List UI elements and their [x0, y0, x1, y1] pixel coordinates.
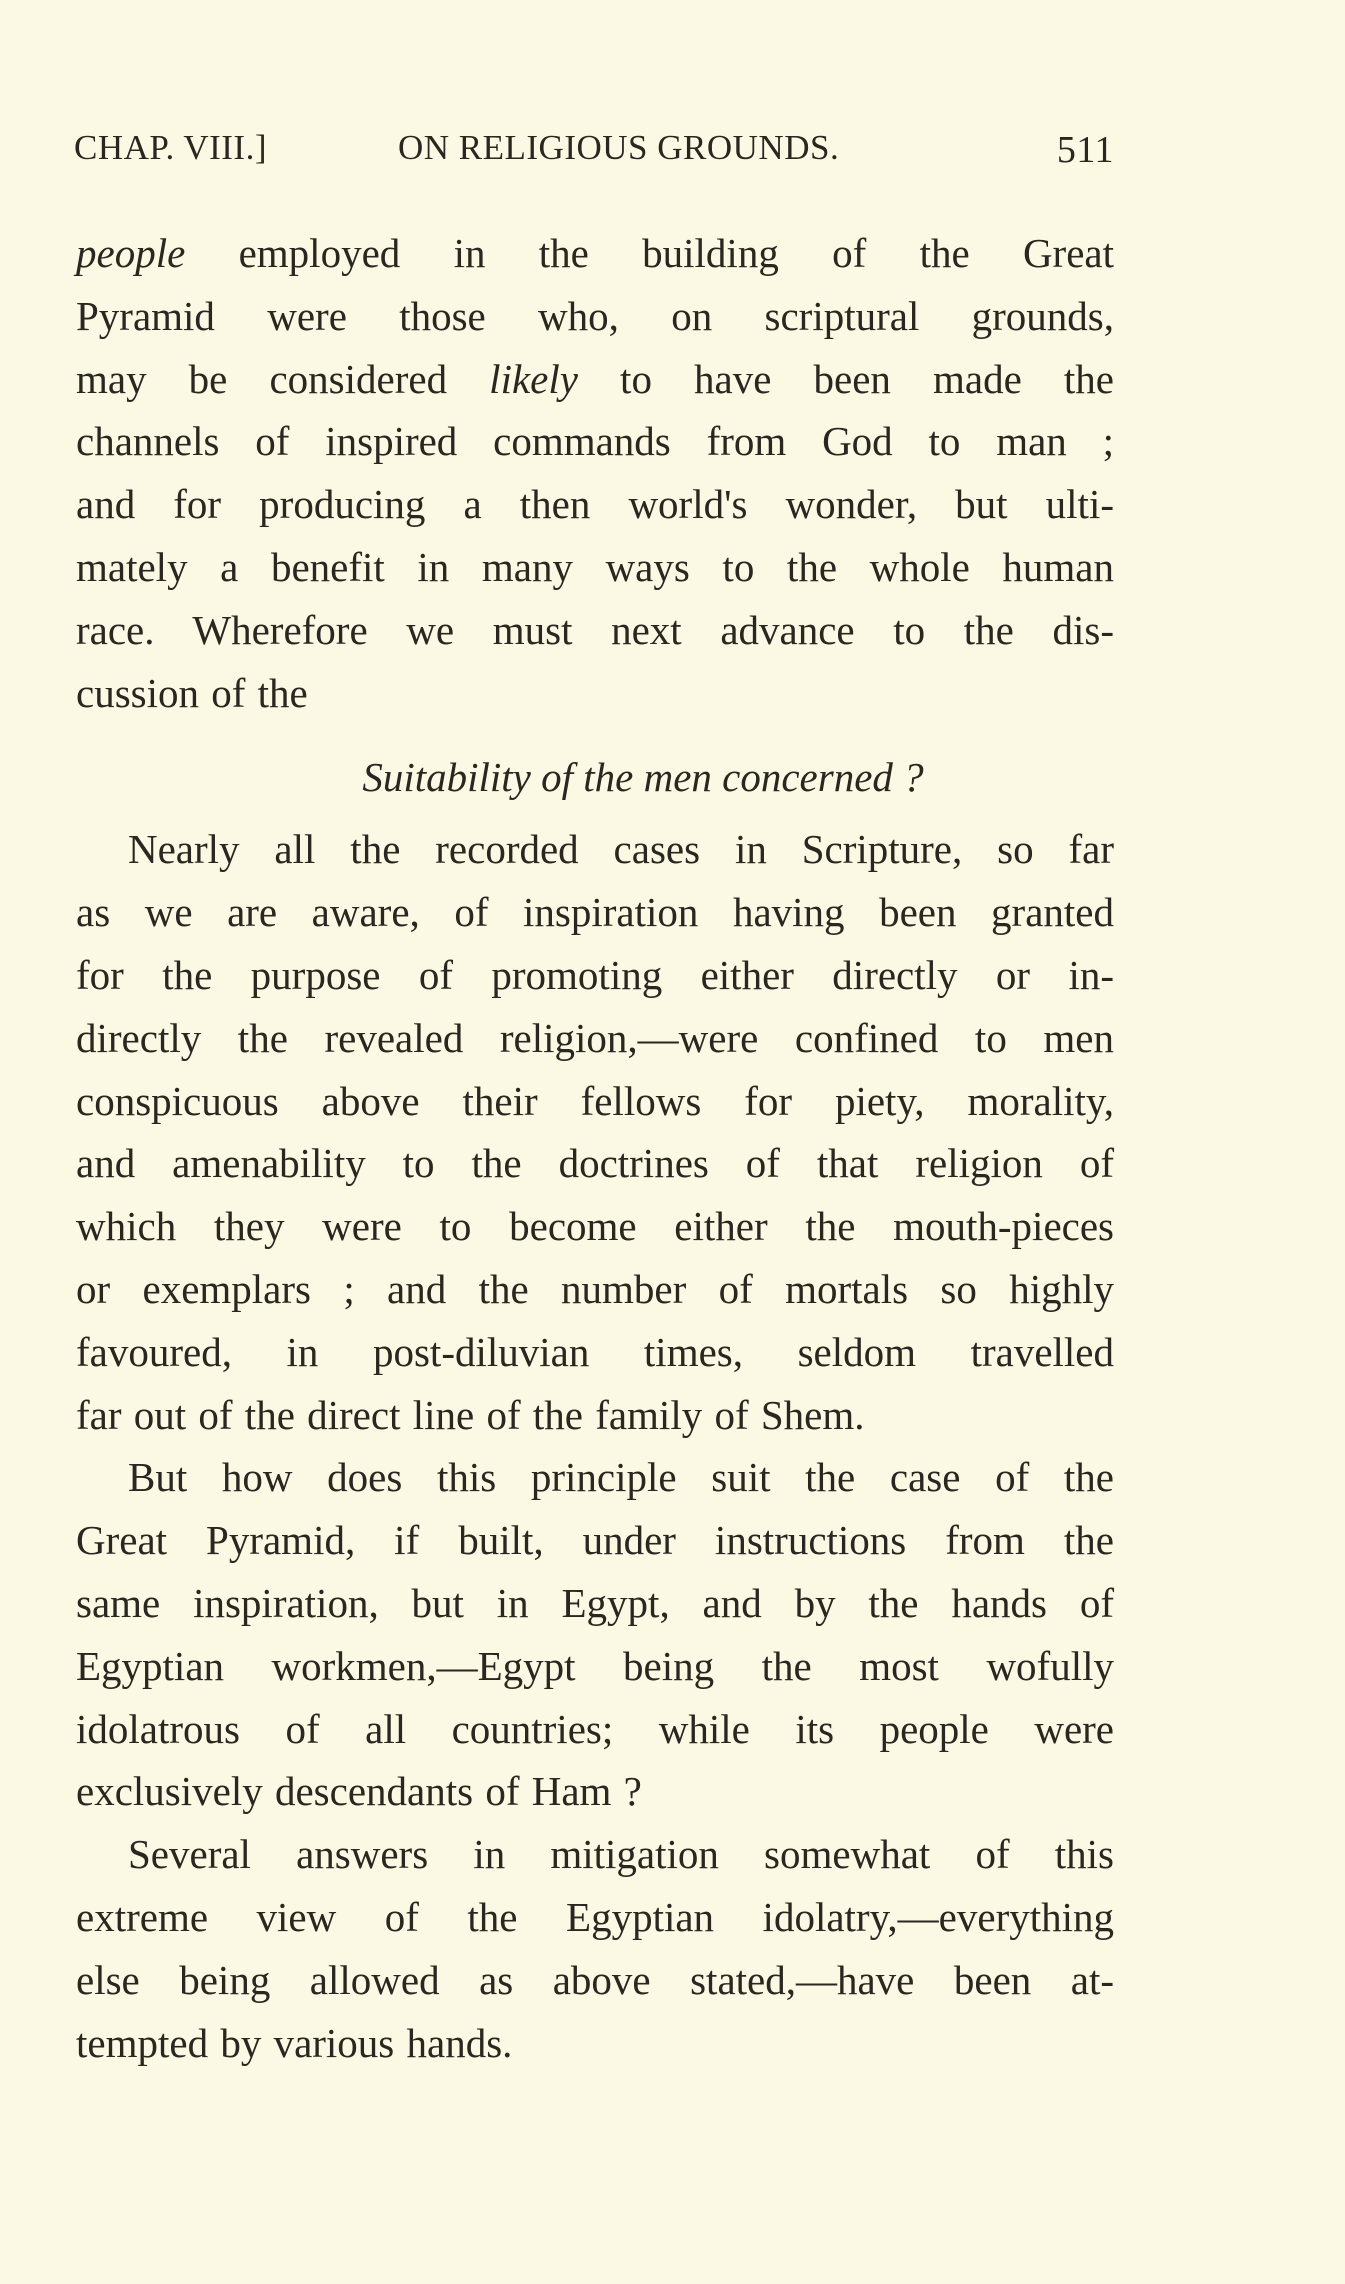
page-number: 511: [1056, 129, 1114, 171]
section-heading: Suitability of the men concerned ?: [362, 754, 924, 801]
text-line: directly the revealed religion,—were confined to men: [76, 1014, 1114, 1061]
running-title: ON RELIGIOUS GROUNDS.: [398, 128, 840, 167]
text-line: which they were to become either the mouth-pieces: [76, 1203, 1114, 1250]
text-line: same inspiration, but in Egypt, and by the hands of: [76, 1579, 1114, 1626]
text-line: else being allowed as above stated,—have been at-: [76, 1956, 1114, 2003]
text-line: exclusively descendants of Ham ?: [76, 1768, 642, 1815]
text-line: Pyramid were those who, on scriptural grounds,: [76, 292, 1114, 339]
text-line: Nearly all the recorded cases in Scripture, so far: [128, 826, 1114, 873]
text-line: and amenability to the doctrines of that religion of: [76, 1140, 1114, 1187]
text-line: mately a benefit in many ways to the whole human: [76, 543, 1114, 590]
text-line: favoured, in post-diluvian times, seldom travelled: [76, 1328, 1114, 1375]
text-line: for the purpose of promoting either directly or in-: [76, 951, 1114, 998]
text-line: cussion of the: [76, 669, 308, 716]
italic-word: likely: [489, 355, 578, 402]
text-line: But how does this principle suit the case of the: [128, 1454, 1114, 1501]
text-line: conspicuous above their fellows for piety, morality,: [76, 1077, 1114, 1124]
text-line: Egyptian workmen,—Egypt being the most wofully: [76, 1642, 1114, 1689]
text-line: or exemplars ; and the number of mortals so highly: [76, 1265, 1114, 1312]
text-line: tempted by various hands.: [76, 2019, 513, 2066]
text-line: and for producing a then world's wonder, but ulti-: [76, 481, 1114, 528]
text-line: race. Wherefore we must next advance to the dis-: [76, 606, 1114, 653]
text-line: people employed in the building of the Great: [76, 230, 1114, 276]
text-line: idolatrous of all countries; while its people were: [76, 1705, 1114, 1752]
chapter-label: CHAP. VIII.]: [74, 128, 267, 167]
text-line: channels of inspired commands from God to man ;: [76, 418, 1114, 465]
text-line: extreme view of the Egyptian idolatry,—everything: [76, 1893, 1114, 1940]
italic-word: people: [76, 230, 186, 276]
body-text: [76, 222, 1114, 2074]
running-head: [74, 128, 1114, 178]
text-line: as we are aware, of inspiration having been granted: [76, 889, 1114, 936]
text-line: far out of the direct line of the family of Shem.: [76, 1391, 865, 1438]
text-line: Several answers in mitigation somewhat of this: [128, 1831, 1114, 1878]
text-line: Great Pyramid, if built, under instructions from the: [76, 1517, 1114, 1564]
text-line: may be considered likely to have been made the: [76, 355, 1114, 402]
